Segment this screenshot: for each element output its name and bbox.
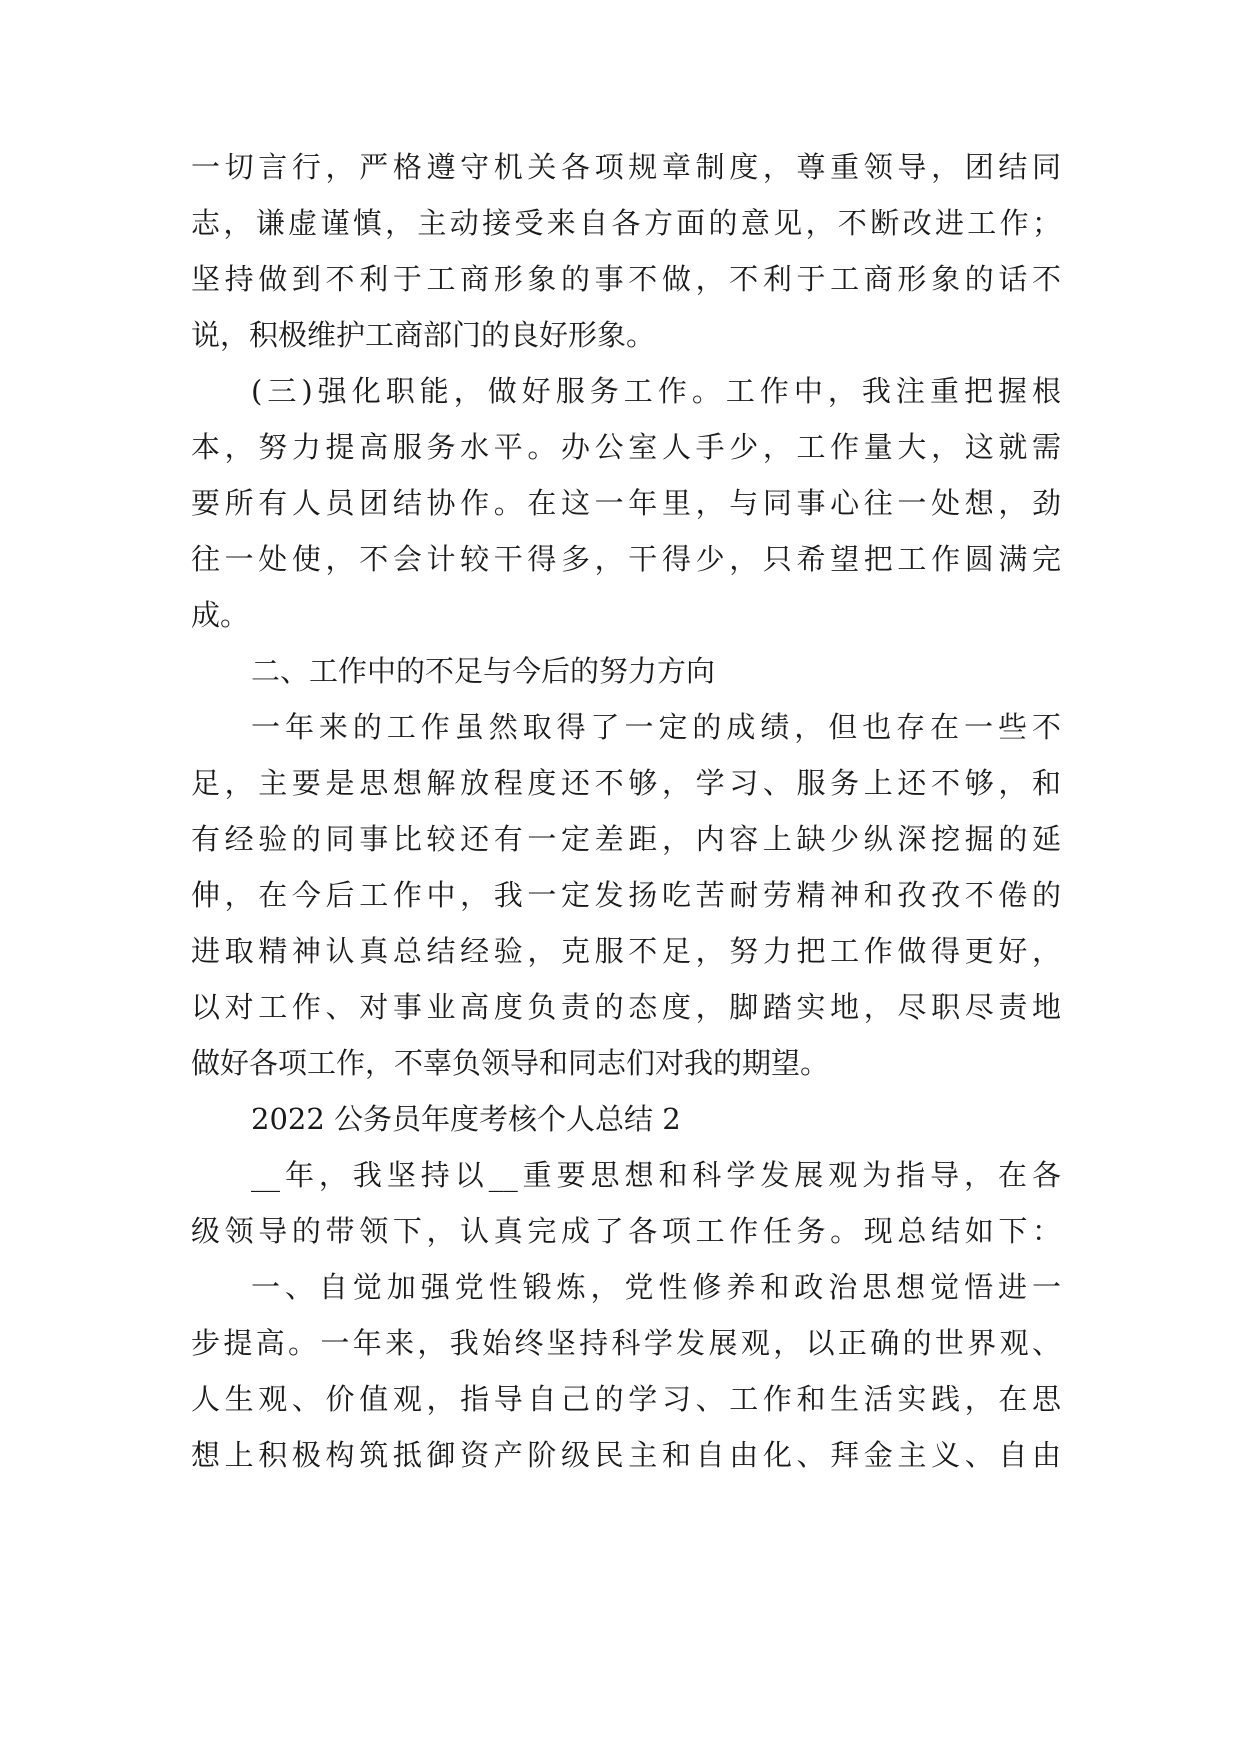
body-text-line: 伸，在今后工作中，我一定发扬吃苦耐劳精神和孜孜不倦的 [191, 878, 1061, 912]
body-text-line: 想上积极构筑抵御资产阶级民主和自由化、拜金主义、自由 [191, 1438, 1061, 1472]
body-text-line: 成。 [191, 598, 250, 632]
body-text-line: 一、自觉加强党性锻炼，党性修养和政治思想觉悟进一 [251, 1270, 1061, 1304]
body-text-line: 一切言行，严格遵守机关各项规章制度，尊重领导，团结同 [191, 150, 1061, 184]
body-text-line: 志，谦虚谨慎，主动接受来自各方面的意见，不断改进工作； [191, 206, 1061, 240]
body-text-line: 一年来的工作虽然取得了一定的成绩，但也存在一些不 [251, 710, 1061, 744]
body-text-line: 步提高。一年来，我始终坚持科学发展观，以正确的世界观、 [191, 1326, 1061, 1360]
body-text-line: 往一处使，不会计较干得多，干得少，只希望把工作圆满完 [191, 542, 1061, 576]
body-text-line: 有经验的同事比较还有一定差距，内容上缺少纵深挖掘的延 [191, 822, 1061, 856]
body-text-line: __年，我坚持以__重要思想和科学发展观为指导，在各 [251, 1158, 1061, 1192]
body-text-line: 本，努力提高服务水平。办公室人手少，工作量大，这就需 [191, 430, 1061, 464]
body-text-line: 进取精神认真总结经验，克服不足，努力把工作做得更好， [191, 934, 1061, 968]
body-text-line: 要所有人员团结协作。在这一年里，与同事心往一处想，劲 [191, 486, 1061, 520]
document-title: 2022 公务员年度考核个人总结 2 [251, 1102, 681, 1136]
body-text-line: 人生观、价值观，指导自己的学习、工作和生活实践，在思 [191, 1382, 1061, 1416]
section-heading: 二、工作中的不足与今后的努力方向 [251, 654, 716, 688]
body-text-line: 说，积极维护工商部门的良好形象。 [191, 318, 656, 352]
body-text-line: 级领导的带领下，认真完成了各项工作任务。现总结如下： [191, 1214, 1061, 1248]
body-text-line: 坚持做到不利于工商形象的事不做，不利于工商形象的话不 [191, 262, 1061, 296]
body-text-line: 做好各项工作，不辜负领导和同志们对我的期望。 [191, 1046, 830, 1080]
body-text-line: 以对工作、对事业高度负责的态度，脚踏实地，尽职尽责地 [191, 990, 1061, 1024]
body-text-line: (三)强化职能，做好服务工作。工作中，我注重把握根 [251, 374, 1061, 408]
body-text-line: 足，主要是思想解放程度还不够，学习、服务上还不够，和 [191, 766, 1061, 800]
